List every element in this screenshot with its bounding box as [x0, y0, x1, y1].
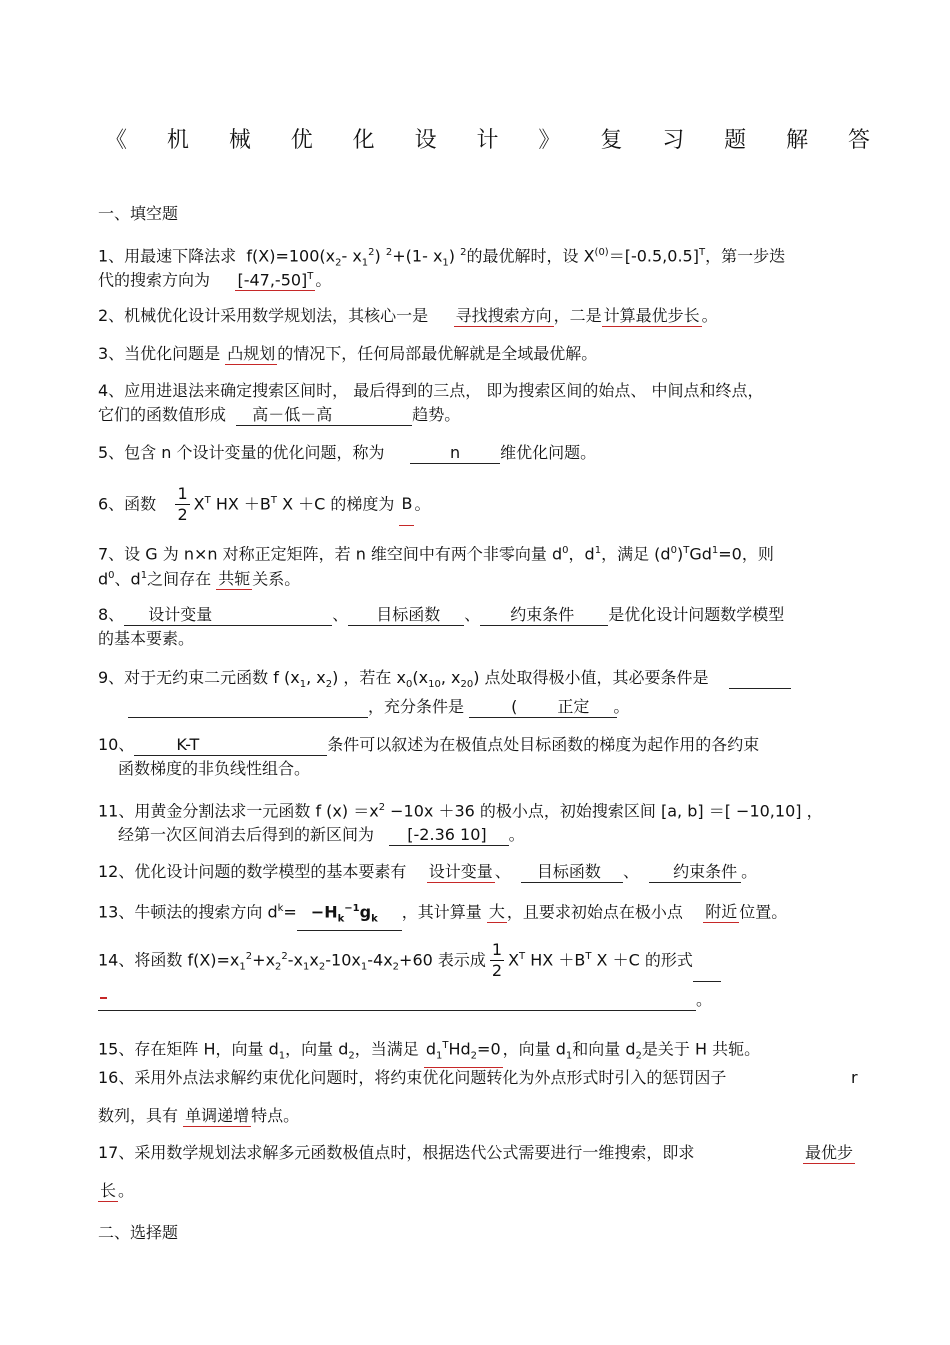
- title-char: 机: [166, 128, 189, 153]
- question-2: 2、机械优化设计采用数学规划法，其核心一是 寻找搜索方向 ，二是 计算最优步长 。: [98, 306, 718, 325]
- title-char: 答: [848, 128, 871, 153]
- question-1-line-1: 1、用最速下降法求 $f(X)=100(x_2-$ $x_1^2$) $^2$+(1- $x_1$) $^2$的最优解时，设 $X^{(0)}=[-0.5,0.5]^T$，第一步迭: [98, 246, 786, 269]
- answer-8c: 约束条件: [480, 605, 608, 626]
- question-14-line-2: 。: [98, 990, 712, 1011]
- answer-blank-14b: [98, 990, 696, 1011]
- answer-17: 最优步: [805, 1143, 854, 1162]
- question-5: 5、包含 n 个设计变量的优化问题，称为 n 维优化问题。: [98, 443, 597, 462]
- question-4-line-2: 它们的函数值形成 高－低－高 趋势。: [98, 405, 461, 424]
- question-10-line-1: 10、 K-T 条件可以叙述为在极值点处目标函数的梯度为起作用的各约束: [98, 735, 760, 754]
- answer-9-positive-definite: 正定: [557, 697, 613, 718]
- fraction-one-half-14: $\frac{1}{2}$: [491, 940, 503, 981]
- answer-12a: 设计变量: [428, 862, 493, 881]
- question-4-line-1: 4、应用进退法来确定搜索区间时， 最后得到的三点， 即为搜索区间的始点、 中间点和终点，: [98, 381, 764, 400]
- title-char: 题: [724, 128, 747, 153]
- answer-1: $[-47,-50]^T$: [235, 267, 315, 291]
- answer-7: 共轭: [218, 569, 251, 589]
- answer-13c: 附近: [705, 902, 738, 922]
- answer-13: $-H_k^{-1}g_k$: [297, 899, 402, 931]
- question-7-line-2: $d^0$、$d^1$之间存在 共轭 关系。: [98, 569, 301, 589]
- question-9-line-2: ，充分条件是 ( 正定 。: [98, 697, 629, 718]
- answer-2b: 计算最优步长: [603, 306, 700, 325]
- section-heading-fill-in: 一、填空题: [98, 204, 179, 223]
- answer-5: n: [410, 443, 500, 464]
- question-10-line-2: 函数梯度的非负线性组合。: [118, 759, 311, 778]
- answer-16: 单调递增: [185, 1106, 250, 1125]
- question-6: 6、函数 $\frac{1}{2}$ $X^T$ HX $+B^T$ X ＋C 的梯度为 B 。: [98, 484, 431, 525]
- title-char: 》: [538, 128, 561, 153]
- title-char: 设: [414, 128, 437, 153]
- question-1-line-2: 代的搜索方向为 $[-47,-50]^T$ 。: [98, 267, 331, 291]
- title-char: 优: [290, 128, 313, 153]
- answer-blank-9a: [729, 668, 791, 689]
- title-char: 复: [600, 128, 623, 153]
- title-char: 械: [228, 128, 251, 153]
- question-11-line-1: 11、用黄金分割法求一元函数 f $(x) =x^2 -10x +36$ 的极小点，初始搜索区间 [a, b] ＝[ −10,10] ，: [98, 801, 823, 821]
- question-16-line-2: 数列，具有 单调递增 特点。: [98, 1106, 300, 1125]
- answer-11: [-2.36 10]: [389, 825, 508, 846]
- question-15: 15、存在矩阵 H，向量 $d_1$，向量 $d_2$，当满足 $d_1^THd_2=0$ ，向量 $d_1$和向量 $d_2$是关于 H 共轭。: [98, 1036, 760, 1068]
- answer-12c: 约束条件: [649, 862, 741, 883]
- title-char: 习: [662, 128, 685, 153]
- title-char: 化: [352, 128, 375, 153]
- question-8-line-1: 8、 设计变量 、 目标函数 、 约束条件 是优化设计问题数学模型: [98, 605, 785, 624]
- answer-6: B: [399, 483, 414, 526]
- title-char: 计: [476, 128, 499, 153]
- answer-17-cont: 长: [100, 1181, 117, 1200]
- question-11-line-2: 经第一次区间消去后得到的新区间为 [-2.36 10] 。: [118, 825, 525, 844]
- question-7-line-1: 7、设 G 为 n×n 对称正定矩阵，若 n 维空间中有两个非零向量 $d^0$，$d^1$，满足 $(d^0)^TGd^1=0$，则: [98, 544, 774, 564]
- answer-4: 高－低－高: [236, 405, 412, 426]
- question-8-line-2: 的基本要素。: [98, 629, 195, 648]
- title-char: 解: [786, 128, 809, 153]
- question-12: 12、优化设计问题的数学模型的基本要素有 设计变量 、 目标函数 、 约束条件 。: [98, 862, 758, 881]
- answer-15: $d_1^THd_2=0$: [424, 1036, 503, 1068]
- title-char: 《: [105, 128, 128, 153]
- answer-12b: 目标函数: [521, 862, 623, 883]
- answer-blank-14a: [693, 939, 721, 982]
- section-heading-multiple-choice: 二、选择题: [98, 1223, 179, 1242]
- answer-10: K-T: [134, 735, 327, 756]
- fraction-one-half: $\frac{1}{2}$: [177, 484, 188, 525]
- question-13: 13、牛顿法的搜索方向 $d^k= -H_k^{-1}g_k$ ，其计算量 大 ，且要求初始点在极小点 附近 位置。: [98, 899, 787, 931]
- answer-2a: 寻找搜索方向: [455, 306, 552, 325]
- answer-8a: 设计变量: [124, 605, 332, 626]
- question-17-line-2: 长 。: [100, 1181, 135, 1200]
- answer-13b: 大: [488, 902, 505, 922]
- question-3: 3、当优化问题是 凸规划 的情况下，任何局部最优解就是全域最优解。: [98, 344, 598, 363]
- question-17-line-1: 17、采用数学规划法求解多元函数极值点时，根据迭代公式需要进行一维搜索，即求: [98, 1143, 695, 1162]
- question-14-line-1: 14、将函数 $f(X)=x_1^2+x_2^2-x_1x_2-10x_1-4x_2+60$ 表示成 $\frac{1}{2}$ $X^T$ HX $+B^T$ X ＋C 的形式: [98, 936, 721, 989]
- answer-8b: 目标函数: [348, 605, 464, 626]
- question-16-line-1: 16、采用外点法求解约束优化问题时，将约束优化问题转化为外点形式时引入的惩罚因子: [98, 1068, 727, 1087]
- answer-blank-9b: [128, 697, 368, 718]
- question-16-r: r: [851, 1068, 858, 1087]
- answer-3: 凸规划: [227, 344, 276, 363]
- answer-9: (: [469, 697, 617, 718]
- question-9-line-1: 9、对于无约束二元函数 f ($x_1$, $x_2$) ，若在 $x_0(x_{10}$, $x_{20}$) 点处取得极小值，其必要条件是: [98, 668, 791, 695]
